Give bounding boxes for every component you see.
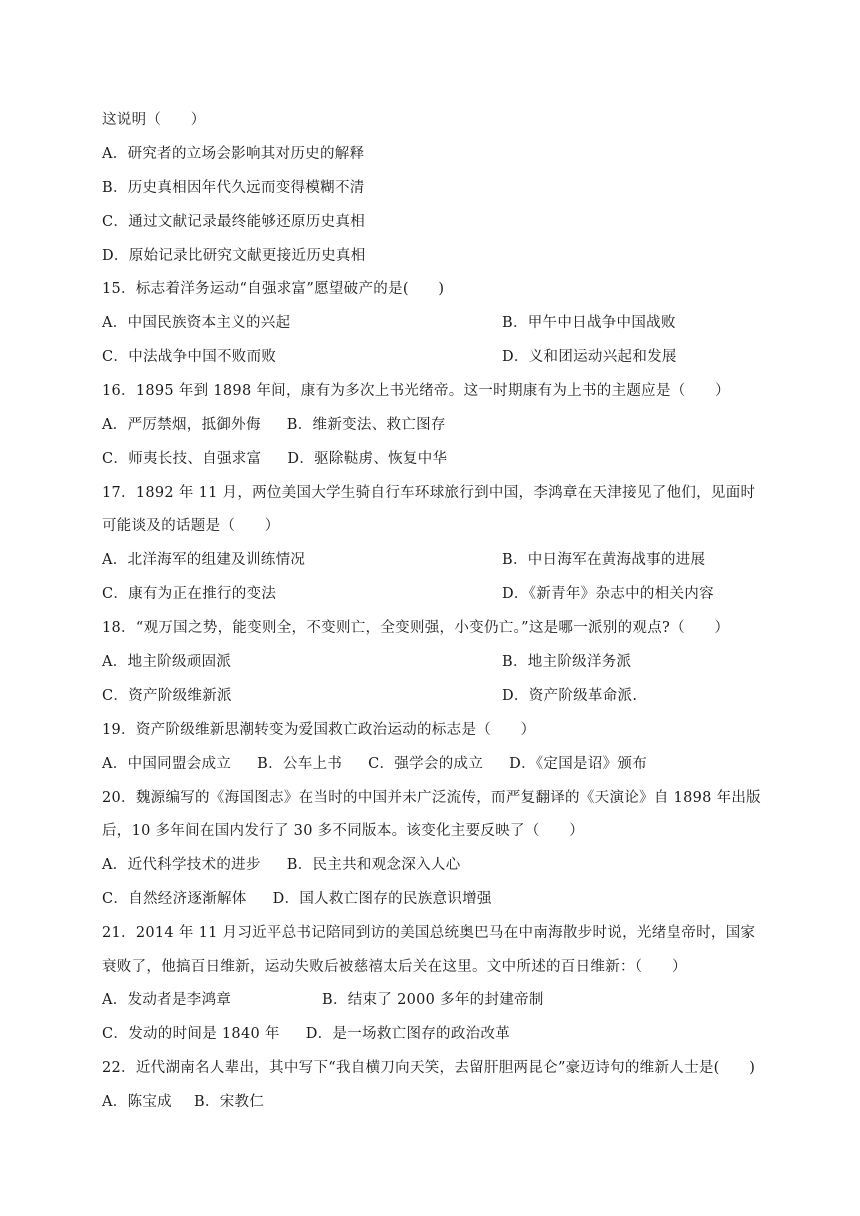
q15-option-d: D．义和团运动兴起和发展: [502, 349, 677, 365]
q21-stem-line1: 21．2014 年 11 月习近平总书记陪同到访的美国总统奥巴马在中南海散步时说，光绪皇帝时，国家: [102, 925, 756, 941]
q18-option-c: C．资产阶级维新派: [102, 688, 232, 704]
q20-option-a: A．近代科学技术的进步: [102, 857, 261, 873]
q15-option-a: A．中国民族资本主义的兴起: [102, 315, 291, 331]
q21-option-a: A．发动者是李鸿章: [102, 992, 232, 1008]
q22-option-a: A．陈宝成: [102, 1094, 172, 1110]
q18-option-a: A．地主阶级顽固派: [102, 654, 232, 670]
q17-stem-line1: 17．1892 年 11 月，两位美国大学生骑自行车环球旅行到中国，李鸿章在天津接见了他们，见面时: [102, 485, 756, 501]
q16-option-c: C．师夷长技、自强求富: [102, 451, 262, 467]
q15-stem: 15．标志着洋务运动“自强求富”愿望破产的是( ): [102, 281, 445, 297]
q19-option-b: B．公车上书: [257, 756, 343, 772]
q19-options-row: [102, 754, 647, 774]
q18-options-row2: [102, 686, 638, 706]
q21-option-b: B．结束了 2000 多年的封建帝制: [322, 992, 544, 1008]
q14-stem-tail: 这说明（ ）: [102, 112, 206, 128]
q16-options-row1: [102, 415, 446, 435]
q20-stem-line2: 后，10 多年间在国内发行了 30 多不同版本。该变化主要反映了（ ）: [102, 823, 585, 839]
q16-option-a: A．严厉禁烟，抵御外侮: [102, 417, 261, 433]
q20-option-b: B．民主共和观念深入人心: [286, 857, 461, 873]
q14-option-d: D．原始记录比研究文献更接近历史真相: [102, 248, 366, 264]
q19-option-c: C．强学会的成立: [368, 756, 484, 772]
q17-option-c: C．康有为正在推行的变法: [102, 586, 277, 602]
q15-options-row1: [102, 313, 676, 333]
q21-options-row2: [102, 1024, 510, 1044]
q17-option-d: D．《新青年》杂志中的相关内容: [502, 586, 714, 602]
q14-option-a: A．研究者的立场会影响其对历史的解释: [102, 146, 365, 162]
q19-option-a: A．中国同盟会成立: [102, 756, 232, 772]
q14-option-b: B．历史真相因年代久远而变得模糊不清: [102, 180, 365, 196]
q19-option-d: D．《定国是诏》颁布: [509, 756, 648, 772]
q21-stem-line2: 衰败了，他搞百日维新，运动失败后被慈禧太后关在这里。文中所述的百日维新：（ ）: [102, 959, 687, 975]
q16-option-b: B．维新变法、救亡图存: [286, 417, 446, 433]
q19-stem: 19．资产阶级维新思潮转变为爱国救亡政治运动的标志是（ ）: [102, 722, 536, 738]
q20-stem-line1: 20．魏源编写的《海国图志》在当时的中国并未广泛流传，而严复翻译的《天演论》自 1898 年出版: [102, 790, 761, 806]
q20-option-d: D．国人救亡图存的民族意识增强: [272, 891, 492, 907]
q18-option-d: D．资产阶级革命派.: [502, 688, 638, 704]
q22-options-row: [102, 1092, 264, 1112]
q16-stem: 16．1895 年到 1898 年间，康有为多次上书光绪帝。这一时期康有为上书的主题应是（ ）: [102, 383, 730, 399]
q17-option-a: A．北洋海军的组建及训练情况: [102, 552, 306, 568]
q18-options-row1: [102, 652, 632, 672]
q17-stem-line2: 可能谈及的话题是（ ）: [102, 518, 280, 534]
q16-options-row2: [102, 449, 447, 469]
q22-stem: 22．近代湖南名人辈出，其中写下“我自横刀向天笑，去留肝胆两昆仑”豪迈诗句的维新人士是( ): [102, 1060, 756, 1076]
q21-option-d: D．是一场救亡图存的政治改革: [305, 1026, 511, 1042]
q18-option-b: B．地主阶级洋务派: [502, 654, 632, 670]
q18-stem: 18．“观万国之势，能变则全，不变则亡，全变则强，小变仍亡。”这是哪一派别的观点?（ ）: [102, 620, 730, 636]
q20-option-c: C．自然经济逐渐解体: [102, 891, 247, 907]
q21-options-row1: [102, 990, 544, 1010]
q17-options-row1: [102, 550, 706, 570]
q21-option-c: C．发动的时间是 1840 年: [102, 1026, 280, 1042]
q20-options-row2: [102, 889, 492, 909]
q15-options-row2: [102, 347, 677, 367]
q15-option-c: C．中法战争中国不败而败: [102, 349, 277, 365]
q14-option-c: C．通过文献记录最终能够还原历史真相: [102, 214, 365, 230]
q17-option-b: B．中日海军在黄海战事的进展: [502, 552, 706, 568]
q22-option-b: B．宋教仁: [193, 1094, 265, 1110]
q15-option-b: B．甲午中日战争中国战败: [502, 315, 676, 331]
q20-options-row1: [102, 855, 461, 875]
q17-options-row2: [102, 584, 714, 604]
q16-option-d: D．驱除鞑虏、恢复中华: [287, 451, 448, 467]
